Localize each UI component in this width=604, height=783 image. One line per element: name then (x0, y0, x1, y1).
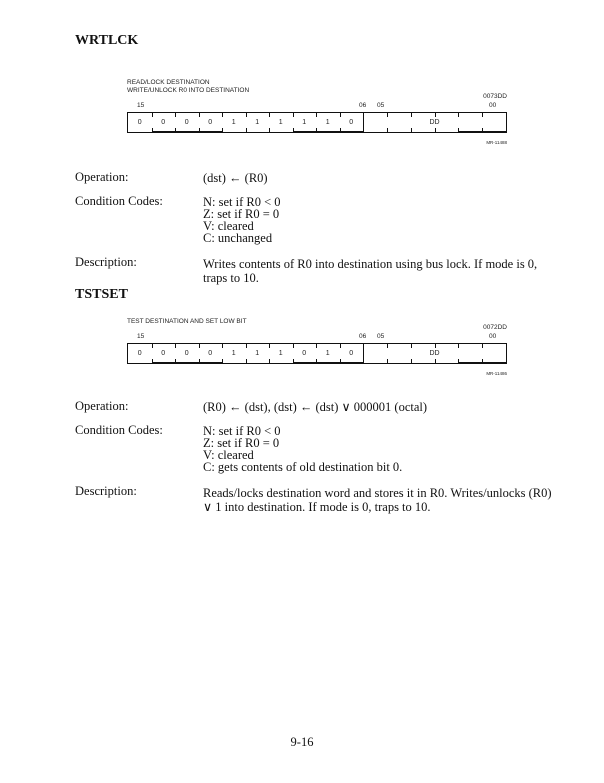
bit-tick (340, 344, 341, 348)
bit-cell: 1 (302, 119, 307, 126)
bit-tick (246, 359, 247, 363)
bit-cell: 1 (278, 350, 283, 357)
bit-06-label: 06 (359, 102, 367, 109)
bit-05-label: 05 (377, 333, 385, 340)
description-label: Description: (75, 484, 137, 498)
bit-tick (152, 344, 153, 348)
dd-field: DD (429, 119, 440, 126)
bit-tick (293, 344, 294, 348)
diagram-caption: TEST DESTINATION AND SET LOW BIT (127, 318, 247, 325)
bit-tick (222, 128, 223, 132)
cc-n: N: set if R0 < 0 (203, 195, 281, 209)
bit-tick (411, 359, 412, 363)
cc-c: C: unchanged (203, 231, 273, 245)
bit-cell: 1 (231, 119, 236, 126)
cc-c: C: gets contents of old destination bit 0. (203, 460, 403, 474)
cc-z: Z: set if R0 = 0 (203, 207, 280, 221)
group-underline (293, 131, 364, 133)
opcode-label: 0072DD (483, 324, 507, 331)
bit-tick (222, 359, 223, 363)
cc-n: N: set if R0 < 0 (203, 424, 281, 438)
condition-codes-list (203, 196, 563, 244)
bit-cell: 1 (278, 119, 283, 126)
bit-tick (199, 344, 200, 348)
bit-tick (222, 113, 223, 117)
bit-00-label: 00 (489, 102, 497, 109)
bit-cell: 1 (255, 350, 260, 357)
bit-tick (435, 359, 436, 363)
bit-tick (269, 113, 270, 117)
operation-value: (dst) ← (R0) (203, 171, 268, 185)
bit-tick (482, 344, 483, 348)
instruction-title: WRTLCK (75, 33, 139, 48)
bit-cell: 1 (325, 119, 330, 126)
operation-label: Operation: (75, 170, 129, 184)
figure-reference: MR-11486 (486, 371, 507, 376)
bit-00-label: 00 (489, 333, 497, 340)
diagram-caption: WRITE/UNLOCK R0 INTO DESTINATION (127, 87, 250, 94)
bit-tick (387, 359, 388, 363)
bit-tick (269, 359, 270, 363)
bit-cell: 0 (161, 350, 166, 357)
bit-cell: 0 (208, 119, 213, 126)
bit-15-label: 15 (137, 102, 145, 109)
bit-tick (340, 113, 341, 117)
description-text: Writes contents of R0 into destination using bus lock. If mode is 0, traps to 10. (203, 257, 538, 285)
diagram-caption: READ/LOCK DESTINATION (127, 79, 210, 86)
instruction-title: TSTSET (75, 287, 128, 302)
bit-tick (316, 344, 317, 348)
bit-tick (458, 113, 459, 117)
bit-tick (293, 113, 294, 117)
bit-tick (387, 344, 388, 348)
bit-tick (246, 113, 247, 117)
bit-tick (435, 344, 436, 348)
bit-tick (269, 128, 270, 132)
bit-05-label: 05 (377, 102, 385, 109)
cc-v: V: cleared (203, 448, 254, 462)
bit-cell: 0 (161, 119, 166, 126)
bit-cell: 0 (137, 119, 142, 126)
instruction-format-diagram (127, 79, 507, 145)
description-label: Description: (75, 255, 137, 269)
bit-cell: 0 (184, 119, 189, 126)
bit-cell: 0 (302, 350, 307, 357)
bit-tick (411, 344, 412, 348)
bit-cell: 1 (255, 119, 260, 126)
operation-label: Operation: (75, 399, 129, 413)
condition-codes-label: Condition Codes: (75, 423, 163, 437)
bit-cell: 0 (137, 350, 142, 357)
opcode-label: 0073DD (483, 93, 507, 100)
bit-field-box (127, 343, 507, 364)
group-underline (458, 131, 506, 133)
figure-reference: MR-11488 (486, 140, 507, 145)
bit-tick (435, 128, 436, 132)
bit-tick (175, 344, 176, 348)
bit-cell: 1 (325, 350, 330, 357)
condition-codes-label: Condition Codes: (75, 194, 163, 208)
bit-tick (199, 113, 200, 117)
bit-tick (269, 344, 270, 348)
bit-tick (458, 344, 459, 348)
bit-tick (246, 344, 247, 348)
operation-value: (R0) ← (dst), (dst) ← (dst) ∨ 000001 (octal) (203, 400, 428, 414)
bit-tick (316, 113, 317, 117)
bit-06-label: 06 (359, 333, 367, 340)
dd-field: DD (429, 350, 440, 357)
bit-cell: 0 (208, 350, 213, 357)
bit-cell: 0 (349, 119, 354, 126)
group-underline (152, 362, 223, 364)
bit-cell: 0 (184, 350, 189, 357)
group-underline (293, 362, 364, 364)
description-text: Reads/locks destination word and stores it in R0. Writes/unlocks (R0) ∨ 1 into destination. If mode is 0, traps to 10. (203, 486, 552, 514)
bit-tick (435, 113, 436, 117)
bit-tick (482, 113, 483, 117)
bit-tick (387, 128, 388, 132)
group-underline (458, 362, 506, 364)
bit-cell: 0 (349, 350, 354, 357)
bit-tick (246, 128, 247, 132)
bit-tick (222, 344, 223, 348)
bit-tick (387, 113, 388, 117)
cc-z: Z: set if R0 = 0 (203, 436, 280, 450)
bit-tick (175, 113, 176, 117)
group-underline (152, 131, 223, 133)
cc-v: V: cleared (203, 219, 254, 233)
bit-field-box (127, 112, 507, 133)
condition-codes-list (203, 425, 563, 473)
bit-tick (411, 113, 412, 117)
bit-15-label: 15 (137, 333, 145, 340)
bit-cell: 1 (231, 350, 236, 357)
page-number: 9-16 (290, 735, 314, 749)
bit-tick (411, 128, 412, 132)
instruction-format-diagram (127, 318, 507, 376)
bit-tick (152, 113, 153, 117)
